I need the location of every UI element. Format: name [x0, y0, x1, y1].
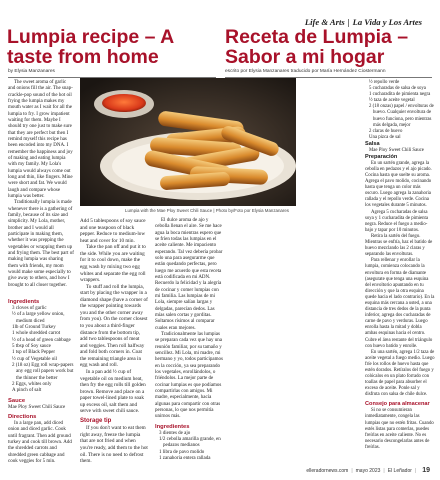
prep-step-es: En una sartén, agrega 1/2 taza de aceite vegetal a fuego medio. Luego fríe los rollos de huevo hasta que estén dorados. Retíralos del fuego y colócalos en un plato forrado con toallas de papel para absorber el exceso de aceite. Ponle sal y disfruta con salsa de chile dulce. — [365, 349, 435, 398]
intro-paragraph-es: El dulce aroma de ajo y cebolla llenan el aire. Se me hace agua la boca mientras espero que se fríen todas las lumpias en el aceite caliente. Me impaciento esperando. Tal vez debería probar solo una para asegurarme que están quedando perfectas, pero luego me acuerdo que esta receta está codificada en mi ADN. Recuerdo la felicidad y la alegría de cocinar y comer lumpias con mi familia. Las lumpias de mi Lola, siempre salían largas y delgadas, parecían dedos. Las mías salen cortas y gorditas. Soltamos rísimos al comparar cuales eran mejores. — [155, 218, 223, 331]
english-column-1 — [8, 80, 74, 465]
article-title-es: Receta de Lumpia – Sabor a mi hogar — [225, 26, 409, 68]
ingredient-item: 3 cloves of garlic — [12, 305, 47, 311]
prep-heading-es: Preparación — [365, 153, 398, 160]
storage-heading-es: Consejo para almacenar — [365, 401, 430, 408]
spanish-column-2 — [365, 80, 435, 451]
ingredient-item: 2 (18 oz) Egg roll wrap-papers any egg roll papers work but the thinner the better — [12, 362, 74, 381]
ingredient-item-es: 1/2 cebolla amarilla grande, en pedazos medianos — [159, 436, 221, 449]
prep-step-es: Retira la sartén del fuego. Mientras se enfría, haz el batido de huevo mezclando las 2 claras y separando las envolturas. — [365, 233, 433, 258]
english-column-2 — [80, 218, 148, 465]
ingredient-item: 5 tbsp of Soy sauce — [12, 343, 51, 349]
intro-paragraph-es: Tradicionalmente las lumpias se preparan cada vez que hay una reunión familiar, por su tamaño y sencillez. Mi Lola, mi madre, mi hermano y yo, todos participamos en la cocción, ya sea preparando los vegetales, enrollándolos, o friéndolos. La mejor parte de cocinar lumpias es que podíamos compartirlas con amigos. Mi madre, especialmente, hacía algunas para compartir con otras personas, lo que nos permitía unirnos más. — [155, 331, 223, 420]
lumpia-illustration — [80, 78, 296, 206]
photo-caption: Lumpia with the Mae Ploy Sweet Chili Sauce | Photo by/Foto por Elysia Manzanares — [125, 208, 289, 213]
section-separator: | — [347, 17, 350, 27]
direction-step: In a large pan, add diced onion and diced garlic. Cook until fragrant. Then add ground turkey and cook till brown. Add the shredded carrots and shredded green cabbage and cook veggies for 5 min. — [8, 421, 72, 465]
ingredient-item: A pinch of salt — [12, 388, 42, 394]
ingredient-item-es: ½ repollo verde — [369, 80, 400, 85]
page-footer: elleradornews.com | mayo 2023 | El Leñador | 19 — [306, 467, 430, 474]
footer-publication: El Leñador — [387, 468, 412, 474]
section-label-es: La Vida y Los Artes — [352, 17, 422, 27]
sauce-text-es: Mae Ploy Sweet Chili Sauce — [369, 147, 424, 153]
ingredients-heading-es: Ingredientes — [155, 423, 190, 430]
lumpia-photo — [80, 78, 296, 206]
ingredient-item: ½ of a large yellow onion, medium diced — [12, 312, 65, 324]
direction-step: To stuff and roll the lumpia, start by placing the wrapper in a diamond shape (have a corner of the wrapper pointing towards you and the other corner away from you). On the corner closest to you about a third-finger distance from the bottom tip, add two tablespoons of meat and veggies. Then roll halfway and fold both corners in. Coat the remaining triangle area in egg wash and roll. — [80, 283, 148, 369]
directions-heading-en: Directions — [8, 414, 37, 420]
intro-paragraph: The sweet aroma of garlic and onions fill the air. The snap-crackle-pop sound of the hot oil frying the lumpia makes my mouth water as I wait for all the lumpia to fry. I grow impatient waiting for them. Maybe I should try one just to make sure that they are perfect but then I remind myself this recipe has been encoded into my DNA. I remember the happiness and joy of making and eating lumpia with my family. My Lola's lumpia would always come out long and thin, like fingers. Mine were short and fat. We would laugh and compare whose lumpia was better. — [8, 80, 73, 199]
ingredient-item: 1 whole shredded carrot — [12, 331, 61, 337]
sauce-heading-en: Sauce — [8, 397, 26, 404]
ingredient-item: 1lb of Ground Turkey — [12, 324, 56, 330]
ingredients-heading-en: Ingredients — [8, 298, 40, 305]
section-label-en: Life & Arts — [304, 17, 345, 27]
storage-text-es: Si no se consumieran inmediatamente, congela las lumpias que no estén fritas. Cuando estés listas para comerlas, puedes freírlas en aceite caliente. No es necesario descongelarlas antes de freírlas. — [365, 408, 434, 450]
footer-date: mayo 2023 — [355, 468, 381, 474]
direction-step: Add 5 tablespoons of soy sauce and one teaspoon of black pepper. Reduce to medium-low heat and cover for 10 min. — [80, 218, 146, 244]
byline-es: escrito por Elysia Manzanares traducido por María Hernández Ciostermann — [225, 69, 386, 74]
ingredient-item: 2 Eggs, whites only — [12, 381, 52, 387]
ingredient-item-es: 5 cucharadas de salsa de soya — [369, 86, 426, 92]
ingredient-item-es: ½ taza de aceite vegetal — [369, 98, 415, 104]
prep-step-es: Agrega 5 cucharadas de salsa soya y 1 cucharadita de pimienta negra. Reduce el fuego a medio-bajo y tapar por 10 minutos. — [365, 209, 429, 233]
ingredient-item-es: Una pizca de sal — [369, 134, 401, 140]
direction-step: In a pan add ½ cup of vegetable oil on medium heat, then fry the egg rolls till golden brown. Remove and place on a paper towel-lined plate to soak up excess oil, salt them and serve with sweet chili sauce. — [80, 368, 146, 415]
sauce-heading-es: Salsa — [365, 140, 380, 147]
ingredient-item: ½ cup of Vegetable oil — [12, 356, 58, 362]
article-title-en: Lumpia recipe – A taste from home — [7, 26, 174, 68]
ingredient-item-es: 3 dientes de ajo — [159, 430, 191, 436]
ingredient-item-es: 1 libra de pavo molido — [159, 449, 205, 455]
ingredient-item-es: 2 (18 onzas) papel / envolturas de huevo. Cualquier envoltura de huevo funciona, pero mientras más delgada, mejor — [369, 104, 434, 128]
direction-step: Take the pan off and put it to the side. While you are waiting for it to cool down, make the egg wash by mixing two egg whites and separate the egg roll wrappers. — [80, 244, 146, 284]
byline-en: by Elysia Manzanares — [8, 69, 55, 74]
footer-site: elleradornews.com — [306, 468, 349, 474]
spanish-column-1 — [155, 218, 223, 462]
ingredient-item-es: 1 cucharadita de pimienta negra — [369, 92, 431, 98]
storage-heading-en: Storage tip — [80, 417, 112, 424]
page-number: 19 — [422, 467, 430, 474]
ingredient-item: ½ of a head of green cabbage — [12, 337, 71, 343]
ingredient-item-es: 2 claras de huevo — [369, 128, 403, 134]
prep-step-es: Para rellenar y enrollar la lumpia, comienza colocando la envoltura en forma de diamante (asegurate que tenga una esquina del envoltorio apuntando en tu dirección y que la otra esquina quede hacia el lado contrario). En la esquina más cercana a usted, a una distancia de tres dedos de la punta inferior, agrega dos cucharadas de carne de pavo y verduras. Luego enrolla hasta la mitad y dobla ambas esquinas hacia el centro. Cubre el área restante del triángulo con huevo batido y enrolle. — [365, 258, 435, 349]
prep-step-es: En un sartén grande, agrega la cebolla en pedazos y el ajo picado. Cocina hasta que suelte su aroma. Agrega el pavo molido, cocinando hasta que tenga un color más oscuro. Luego agrega la zanahoria rallada y el repollo verde. Cocina los vegetales durante 5 minutos. — [365, 160, 432, 209]
sauce-text-en: Mae Ploy Sweet Chili Sauce — [8, 404, 66, 410]
ingredient-item-es: 1 zanahoria entera rallada — [159, 455, 211, 461]
ingredient-item: 1 tsp of Black Pepper — [12, 350, 56, 356]
intro-paragraph: Traditionally lumpia is made whenever there is a gathering of family, because of its size and simplicity. My Lola, mother, brother and I would all participate in making them, whether it was prepping the vegetables or wrapping them up and frying them. The best part of making lumpia was sharing them with friends, my mom would make some especially to give away to others, and how I brought to all closer together. — [8, 200, 74, 288]
storage-text-en: If you don't want to eat them right away, freeze the lumpia that are not fried and when you're ready, add them to the hot oil. There is no need to defrost them. — [80, 425, 148, 465]
